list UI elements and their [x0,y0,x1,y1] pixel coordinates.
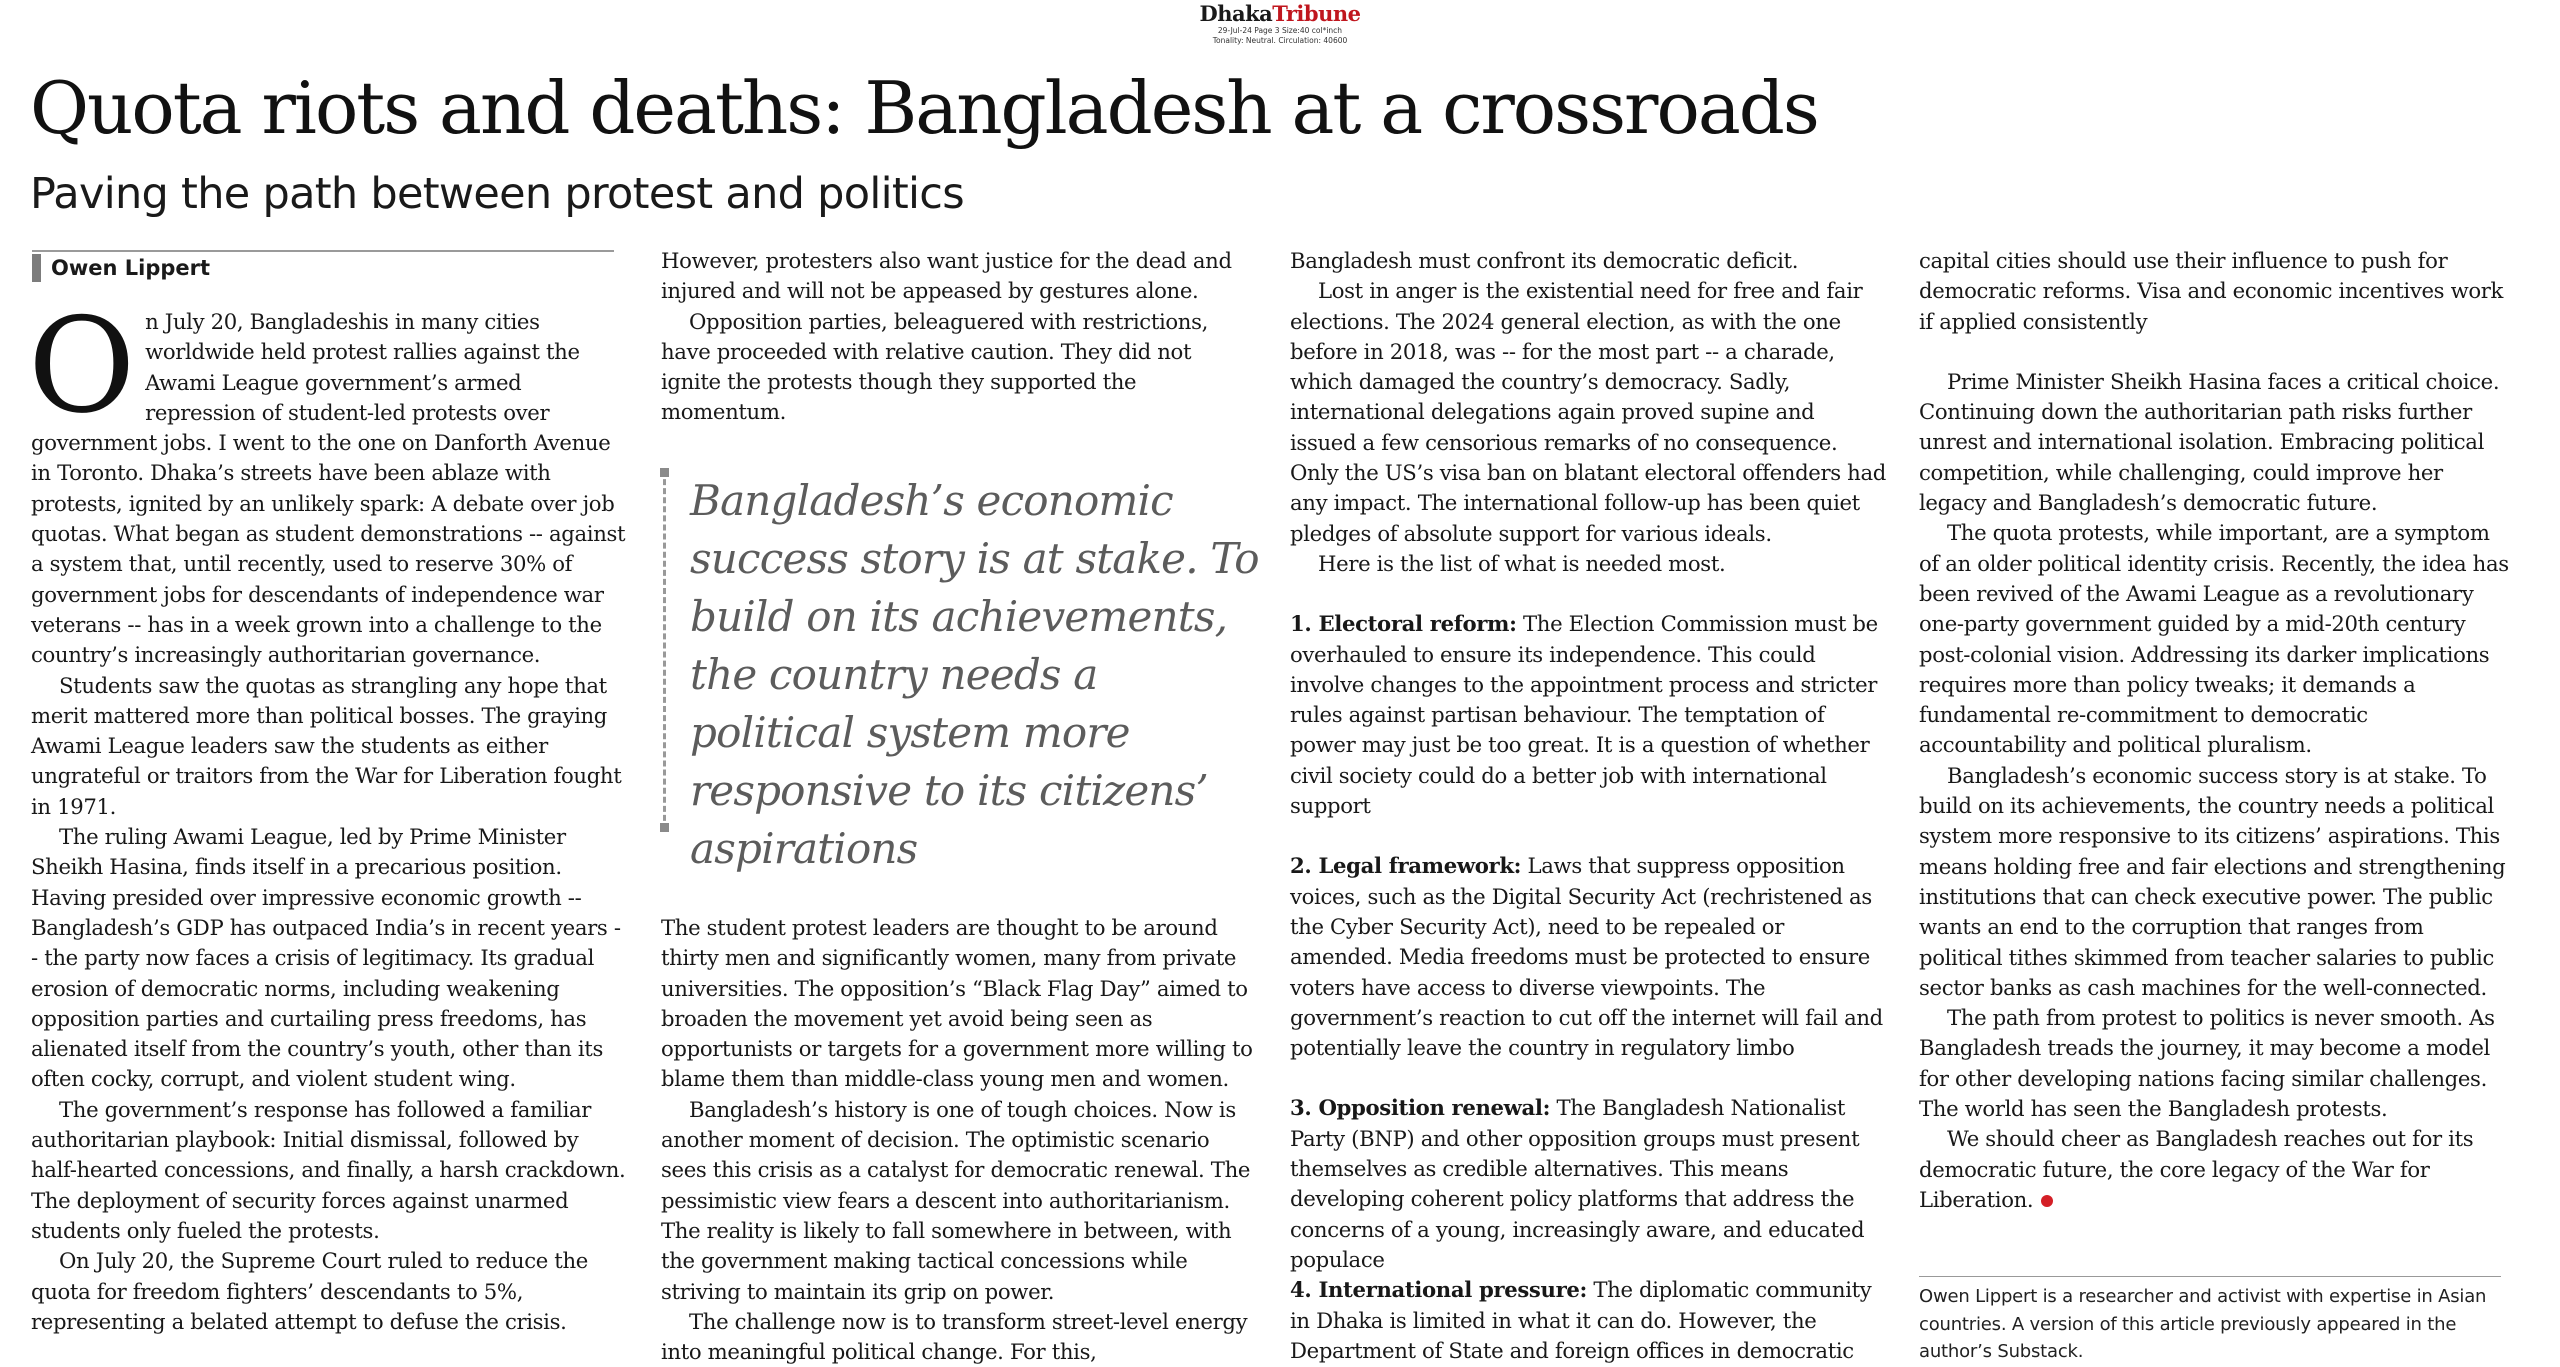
author-bio: Owen Lippert is a researcher and activist with expertise in Asian countries. A version of this article previously appeared in the author’s Substack. [1919,1286,2487,1362]
body-paragraph: The ruling Awami League, led by Prime Minister Sheikh Hasina, finds itself in a precarious position. Having presided over impressive economic growth -- Bangladesh’s GDP has outpaced India’s in recent years -- the party now faces a crisis of legitimacy. Its gradual erosion of democratic norms, including weakening opposition parties and curtailing press freedoms, has alienated itself from the country’s youth, other than its often cocky, corrupt, and violent student wing. [31,824,621,1092]
body-paragraph: The challenge now is to transform street-level energy into meaningful political change. For this, [661,1308,1248,1365]
clipping-meta-line1: 29-Jul-24 Page 3 Size:40 col*inch [1217,26,1343,35]
body-paragraph: Students saw the quotas as strangling any hope that merit mattered more than political bosses. The graying Awami League leaders saw the students as either ungrateful or traitors from the War for Liberation fought in 1971. [31,672,622,819]
need-text: The Bangladesh Nationalist Party (BNP) and other opposition groups must present themselves as credible alternatives. This means developing coherent policy platforms that address the concerns of a young, increasingly aware, and educated populace [1290,1095,1865,1272]
body-paragraph: Bangladesh must confront its democratic deficit. [1290,248,1799,273]
logo-part-dhaka: Dhaka [1199,1,1273,26]
drop-cap: O [28,289,136,442]
body-paragraph: Here is the list of what is needed most. [1318,550,1726,576]
body-paragraph: The government’s response has followed a familiar authoritarian playbook: Initial dismissal, followed by half-hearted concessions, and finally, a harsh crackdown. The deployment of security forces against unarmed students only fueled the protests. [31,1096,626,1243]
byline-rule [32,250,614,252]
article-column-2-top [661,246,1257,428]
body-paragraph: However, protesters also want justice for the dead and injured and will not be appeased by gestures alone. [661,248,1232,304]
need-item-legal-framework [1290,851,1886,1063]
newspaper-logo [0,2,2560,26]
need-label: 2. Legal framework: [1290,853,1522,879]
paragraph-text: n July 20, Bangladeshis in many cities worldwide held protest rallies against the Awami League government’s armed repression of student-led protests over government jobs. I went to the one on Danforth Avenue in Toronto. Dhaka’s streets have been ablaze with protests, ignited by an unlikely spark: A debate over job quotas. What began as student demonstrations -- against a system that, until recently, used to reserve 30% of government jobs for descendants of independence war veterans -- has in a week grown into a challenge to the country’s increasingly authoritarian governance. [31,309,626,668]
clipping-meta-line2: Tonality: Neutral. Circulation: 40600 [1212,36,1348,45]
body-paragraph: Lost in anger is the existential need for free and fair elections. The 2024 general election, as with the one before in 2018, was -- for the most part -- a charade, which damaged the country’s democracy. Sadly, international delegations again proved supine and issued a few censorious remarks of no consequence. Only the US’s visa ban on blatant electoral offenders had any impact. The international follow-up has been quiet pledges of absolute support for various ideals. [1290,278,1886,546]
paragraph-text: We should cheer as Bangladesh reaches out for its democratic future, the core legacy of the War for Liberation. [1919,1126,2474,1212]
body-paragraph: Prime Minister Sheikh Hasina faces a critical choice. Continuing down the authoritarian path risks further unrest and international isolation. Embracing political competition, while challenging, could improve her legacy and Bangladesh’s democratic future. [1919,368,2500,516]
author-byline: Owen Lippert [32,254,210,282]
body-paragraph: The path from protest to politics is never smooth. As Bangladesh treads the journey, it may become a model for other developing nations facing similar challenges. The world has seen the Bangladesh protests. [1919,1005,2495,1122]
pull-quote-text: Bangladesh’s economic success story is at stake. To build on its achievements, the country needs a political system more responsive to its citizens’ aspirations [690,476,1259,873]
end-mark-dot-icon [2041,1195,2053,1207]
need-item-international-pressure [1290,1275,1886,1366]
need-text: The Election Commission must be overhauled to ensure its independence. This could involve changes to the appointment process and stricter rules against partisan behaviour. The temptation of power may just be too great. It is a question of whether civil society could do a better job with international support [1290,611,1878,819]
need-text: The diplomatic community in Dhaka is limited in what it can do. However, the Department of State and foreign offices in democratic [1290,1277,1872,1363]
need-label: 1. Electoral reform: [1290,611,1517,637]
body-paragraph [1919,1124,2511,1215]
body-paragraph: Bangladesh’s history is one of tough choices. Now is another moment of decision. The optimistic scenario sees this crisis as a catalyst for democratic renewal. The pessimistic view fears a descent into authoritarianism. The reality is likely to fall somewhere in between, with the government making tactical concessions while striving to maintain its grip on power. [661,1096,1251,1304]
need-label: 4. International pressure: [1290,1277,1587,1303]
need-label: 3. Opposition renewal: [1290,1095,1551,1121]
article-subheadline: Paving the path between protest and politics [30,169,964,219]
bio-rule [1919,1276,2501,1277]
logo-part-tribune: Tribune [1272,1,1361,26]
need-item-opposition-renewal [1290,1093,1886,1275]
body-paragraph: capital cities should use their influence to push for democratic reforms. Visa and economic incentives work if applied consistently [1919,248,2504,334]
article-column-3 [1290,246,1886,1366]
article-column-2-bottom [661,913,1257,1367]
body-paragraph: On July 20, the Supreme Court ruled to reduce the quota for freedom fighters’ descendants to 5%, representing a belated attempt to defuse the crisis. [31,1248,588,1334]
body-paragraph: Opposition parties, beleaguered with restrictions, have proceeded with relative caution. They did not ignite the protests though they supported the momentum. [661,308,1209,425]
need-text: Laws that suppress opposition voices, such as the Digital Security Act (rechristened as the Cyber Security Act), need to be repealed or amended. Media freedoms must be protected to ensure voters have access to diverse viewpoints. The government’s reaction to cut off the internet will fail and potentially leave the country in regulatory limbo [1290,853,1883,1061]
masthead [0,2,2560,46]
article-headline: Quota riots and deaths: Bangladesh at a crossroads [30,66,1818,150]
need-item-electoral-reform [1290,609,1886,821]
article-column-1 [28,289,627,1337]
pull-quote [663,470,1266,873]
article-column-4 [1919,246,2511,1215]
body-paragraph: The student protest leaders are thought to be around thirty men and significantly women, many from private universities. The opposition’s “Black Flag Day” aimed to broaden the movement yet avoid being seen as opportunists or targets for a government more willing to blame them than middle-class young men and women. [661,915,1253,1092]
body-paragraph [28,289,627,671]
body-paragraph: Bangladesh’s economic success story is at stake. To build on its achievements, the country needs a political system more responsive to its citizens’ aspirations. This means holding free and fair elections and strengthening institutions that can check executive power. The public wants an end to the corruption that ranges from political tithes skimmed from teacher salaries to public sector banks as cash machines for the well-connected. [1919,762,2506,1000]
body-paragraph: The quota protests, while important, are a symptom of an older political identity crisis. Recently, the idea has been revived of the Awami League as a revolutionary one-party government guided by a mid-20th century post-colonial vision. Addressing its darker implications requires more than policy tweaks; it demands a fundamental re-commitment to democratic accountability and political pluralism. [1919,520,2509,758]
